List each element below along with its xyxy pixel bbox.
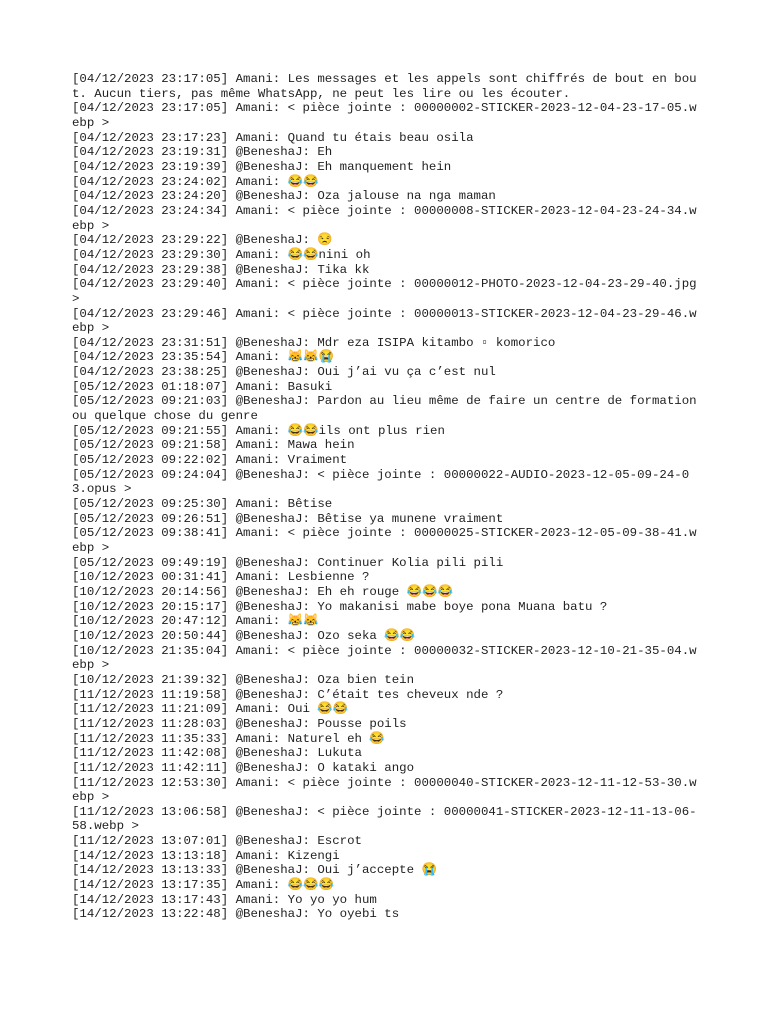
message-line: [11/12/2023 13:06:58] @BeneshaJ: < pièce jointe : 00000041-STICKER-2023-12-11-13-06-58.webp > bbox=[72, 804, 697, 834]
message-line: [05/12/2023 09:21:03] @BeneshaJ: Pardon au lieu même de faire un centre de formation ou quelque chose du genre bbox=[72, 394, 705, 424]
message-line: [05/12/2023 09:21:58] Amani: Mawa hein bbox=[72, 438, 355, 453]
message-line: [04/12/2023 23:17:05] Amani: < pièce jointe : 00000002-STICKER-2023-12-04-23-17-05.webp > bbox=[72, 101, 697, 130]
message-line: [05/12/2023 09:24:04] @BeneshaJ: < pièce jointe : 00000022-AUDIO-2023-12-05-09-24-03.opus > bbox=[72, 467, 690, 497]
message-line: [04/12/2023 23:29:22] @BeneshaJ: 😒 bbox=[72, 233, 333, 248]
message-line: [04/12/2023 23:24:02] Amani: 😂😂 bbox=[72, 174, 319, 189]
message-line: [04/12/2023 23:19:31] @BeneshaJ: Eh bbox=[72, 145, 333, 160]
message-line: [11/12/2023 11:21:09] Amani: Oui 😂😂 bbox=[72, 702, 349, 717]
message-line: [10/12/2023 20:15:17] @BeneshaJ: Yo makanisi mabe boye pona Muana batu ? bbox=[72, 599, 608, 614]
message-line: [05/12/2023 09:21:55] Amani: 😂😂ils ont plus rien bbox=[72, 423, 445, 438]
message-line: [14/12/2023 13:13:18] Amani: Kizengi bbox=[72, 848, 340, 863]
message-line: [14/12/2023 13:17:35] Amani: 😂😂😂 bbox=[72, 878, 334, 893]
message-line: [11/12/2023 11:28:03] @BeneshaJ: Pousse poils bbox=[72, 716, 407, 731]
message-line: [10/12/2023 21:39:32] @BeneshaJ: Oza bien tein bbox=[72, 672, 415, 687]
message-line: [11/12/2023 11:35:33] Amani: Naturel eh 😂 bbox=[72, 731, 385, 746]
message-line: [05/12/2023 09:49:19] @BeneshaJ: Continuer Kolia pili pili bbox=[72, 555, 504, 570]
message-line: [04/12/2023 23:29:30] Amani: 😂😂nini oh bbox=[72, 247, 371, 262]
message-line: [05/12/2023 09:22:02] Amani: Vraiment bbox=[72, 453, 348, 468]
message-line: [11/12/2023 11:19:58] @BeneshaJ: C’était tes cheveux nde ? bbox=[72, 687, 504, 702]
message-line: [14/12/2023 13:22:48] @BeneshaJ: Yo oyebi ts bbox=[72, 907, 400, 922]
message-line: [11/12/2023 11:42:11] @BeneshaJ: O kataki ango bbox=[72, 760, 415, 775]
message-line: [11/12/2023 12:53:30] Amani: < pièce jointe : 00000040-STICKER-2023-12-11-12-53-30.webp > bbox=[72, 775, 697, 805]
message-line: [10/12/2023 20:14:56] @BeneshaJ: Eh eh rouge 😂😂😂 bbox=[72, 584, 453, 599]
message-line: [04/12/2023 23:29:40] Amani: < pièce jointe : 00000012-PHOTO-2023-12-04-23-29-40.jpg > bbox=[72, 277, 705, 306]
message-line: [04/12/2023 23:35:54] Amani: 😹😹😭 bbox=[72, 350, 334, 365]
message-line: [05/12/2023 01:18:07] Amani: Basuki bbox=[72, 379, 333, 394]
message-line: [04/12/2023 23:19:39] @BeneshaJ: Eh manquement hein bbox=[72, 159, 452, 174]
message-line: [11/12/2023 11:42:08] @BeneshaJ: Lukuta bbox=[72, 746, 362, 761]
message-line: [05/12/2023 09:26:51] @BeneshaJ: Bêtise ya munene vraiment bbox=[72, 511, 504, 526]
message-line: [10/12/2023 00:31:41] Amani: Lesbienne ? bbox=[72, 570, 370, 585]
chat-transcript bbox=[72, 72, 705, 922]
message-line: [04/12/2023 23:31:51] @BeneshaJ: Mdr eza ISIPA kitambo ▫ komorico bbox=[72, 335, 556, 350]
message-line: [14/12/2023 13:13:33] @BeneshaJ: Oui j’accepte 😭 bbox=[72, 863, 437, 878]
message-line: [04/12/2023 23:24:20] @BeneshaJ: Oza jalouse na nga maman bbox=[72, 189, 496, 204]
message-line: [11/12/2023 13:07:01] @BeneshaJ: Escrot bbox=[72, 834, 362, 849]
message-line: [04/12/2023 23:29:38] @BeneshaJ: Tika kk bbox=[72, 262, 370, 277]
message-line: [14/12/2023 13:17:43] Amani: Yo yo yo hum bbox=[72, 892, 377, 907]
message-line: [05/12/2023 09:25:30] Amani: Bêtise bbox=[72, 497, 333, 512]
message-line: [05/12/2023 09:38:41] Amani: < pièce jointe : 00000025-STICKER-2023-12-05-09-38-41.webp > bbox=[72, 526, 697, 555]
message-line: [10/12/2023 20:50:44] @BeneshaJ: Ozo seka 😂😂 bbox=[72, 628, 416, 643]
message-line: [10/12/2023 20:47:12] Amani: 😹😹 bbox=[72, 614, 319, 629]
message-line: [04/12/2023 23:29:46] Amani: < pièce jointe : 00000013-STICKER-2023-12-04-23-29-46.webp > bbox=[72, 306, 697, 336]
message-line: [04/12/2023 23:17:23] Amani: Quand tu étais beau osila bbox=[72, 130, 474, 145]
message-line: [04/12/2023 23:24:34] Amani: < pièce jointe : 00000008-STICKER-2023-12-04-23-24-34.webp > bbox=[72, 203, 697, 233]
message-line: [10/12/2023 21:35:04] Amani: < pièce jointe : 00000032-STICKER-2023-12-10-21-35-04.webp > bbox=[72, 643, 697, 673]
message-line: [04/12/2023 23:17:05] Amani: Les messages et les appels sont chiffrés de bout en bout. Aucun tiers, pas même WhatsApp, ne peut les lire ou les écouter. bbox=[72, 72, 697, 101]
message-line: [04/12/2023 23:38:25] @BeneshaJ: Oui j’ai vu ça c’est nul bbox=[72, 365, 496, 380]
